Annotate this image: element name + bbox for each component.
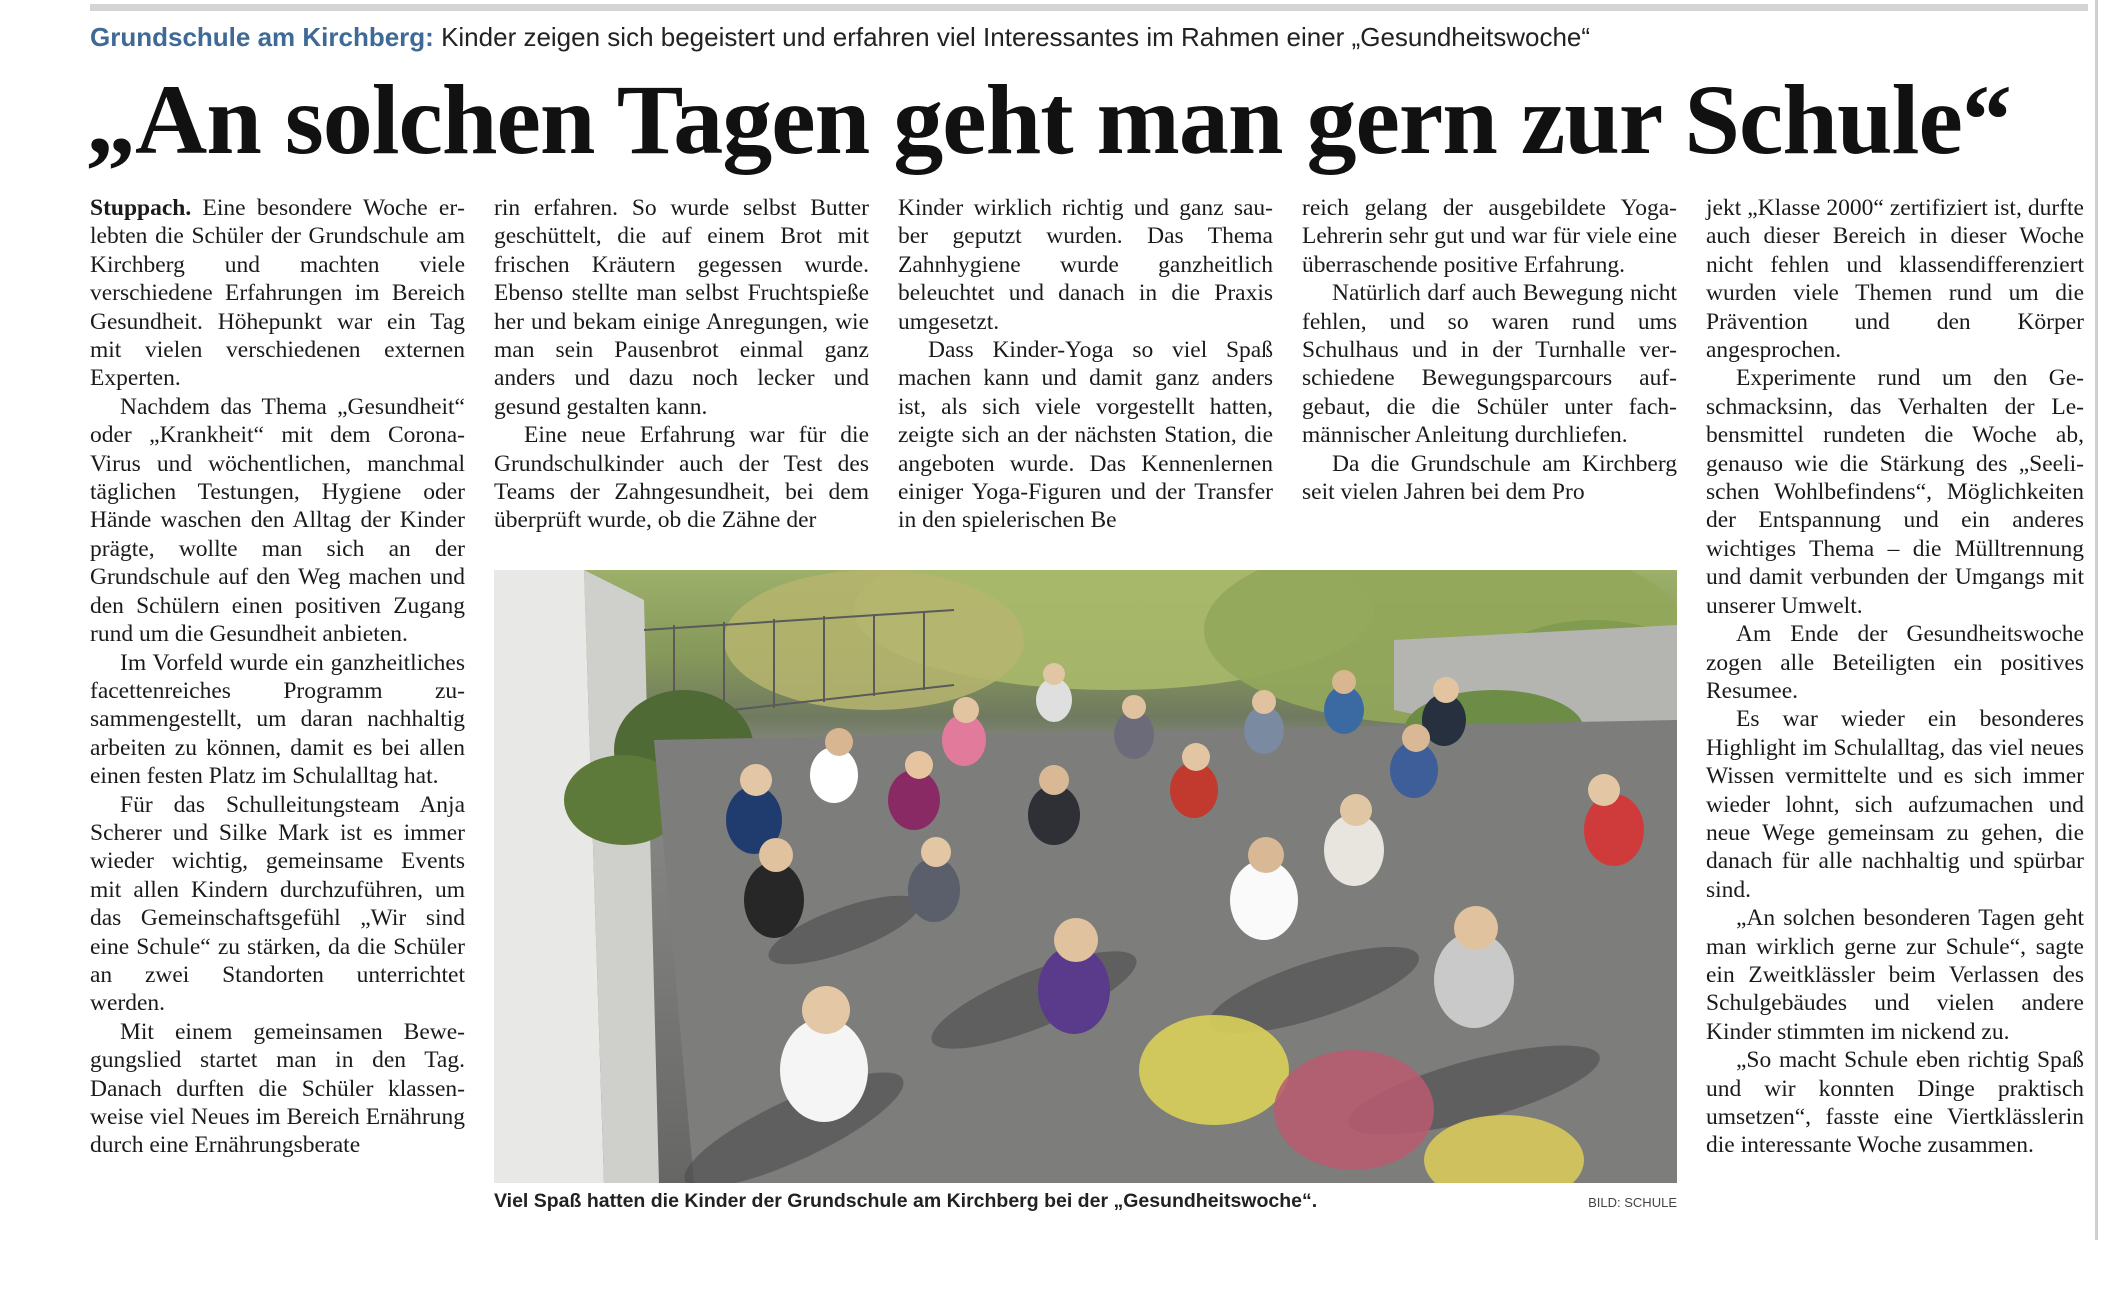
paragraph: Da die Grundschule am Kirchberg seit vielen Jahren bei dem Pro: [1302, 450, 1677, 506]
top-divider: [90, 4, 2088, 11]
paragraph: Experimente rund um den Geschmacksinn, das Verhalten der Lebensmittel rundeten die Woche ab, genauso wie die Stärkung des „Seelischen Wohlbefindens“, Möglichkeiten der Entspannung und ein anderes wichtiges Thema – die Mülltrennung und damit verbunden der Umgangs mit unserer Umwelt.: [1706, 365, 2084, 619]
paragraph: reich gelang der ausgebildete Yoga-Lehrerin sehr gut und war für viele eine überraschende positive Erfahrung.: [1302, 195, 1677, 278]
paragraph: jekt „Klasse 2000“ zertifiziert ist, durfte auch dieser Bereich in dieser Woche nicht fehlen und klassendifferenziert wurden viele Themen rund um die Prävention und den Körper angesprochen.: [1706, 195, 2084, 364]
article-column-4: [1302, 194, 1677, 506]
article-photo: [494, 570, 1677, 1183]
caption-text: Viel Spaß hatten die Kinder der Grundschule am Kirchberg bei der „Gesundheitswoche“.: [494, 1190, 1318, 1212]
paragraph: Am Ende der Gesundheitswoche zogen alle Beteiligten ein positives Resumee.: [1706, 621, 2084, 704]
paragraph: rin erfahren. So wurde selbst Butter geschüttelt, die auf einem Brot mit frischen Kräutern gegessen wurde. Ebenso stellte man selbst Fruchtspieße her und bekam einige Anregungen, wie man sein Pausenbrot einmal ganz anders und dazu noch lecker und gesund gestalten kann.: [494, 195, 869, 420]
kicker-line: [90, 22, 1590, 53]
paragraph: Kinder wirklich richtig und ganz sauber geputzt wurden. Das Thema Zahnhygiene wurde ganzheitlich beleuchtet und danach in die Praxis umgesetzt.: [898, 195, 1273, 335]
dateline: Stuppach.: [90, 195, 192, 221]
paragraph: Im Vorfeld wurde ein ganzheitliches facettenreiches Programm zusammengestellt, um daran nachhaltig arbeiten zu können, damit es bei allen einen festen Platz im Schulalltag hat.: [90, 649, 465, 790]
photo-caption: [494, 1190, 1677, 1220]
photo-credit: BILD: SCHULE: [1588, 1195, 1677, 1210]
paragraph: Dass Kinder-Yoga so viel Spaß machen kann und damit ganz anders ist, als sich viele vorgestellt hatten, zeigte sich an der nächsten Station, die angeboten wurde. Das Kennenlernen einiger Yoga-Figuren und der Transfer in den spielerischen Be: [898, 337, 1273, 534]
paragraph: Nachdem das Thema „Gesundheit“ oder „Krankheit“ mit dem Corona-Virus und wöchentlichen, manchmal täglichen Testungen, Hygiene oder Hände waschen den Alltag der Kinder prägte, wollte man sich an der Grundschule auf den Weg machen und den Schülern einen positiven Zugang rund um die Gesundheit anbieten.: [90, 393, 465, 648]
paragraph: Für das Schulleitungsteam Anja Scherer und Silke Mark ist es immer wieder wichtig, gemeinsame Events mit allen Kindern durchzuführen, um das Gemeinschaftsgefühl „Wir sind eine Schule“ zu stärken, da die Schüler an zwei Standorten unterrichtet werden.: [90, 791, 465, 1017]
paragraph: Eine neue Erfahrung war für die Grundschulkinder auch der Test des Teams der Zahngesundheit, bei dem überprüft wurde, ob die Zähne der: [494, 422, 869, 534]
paragraph: [90, 194, 465, 393]
paragraph: „An solchen besonderen Tagen geht man wirklich gerne zur Schule“, sagte ein Zweitklässler beim Verlassen des Schulgebäudes und vielen andere Kinder stimmten im nickend zu.: [1706, 905, 2084, 1045]
paragraph: Es war wieder ein besonderes Highlight im Schulalltag, das viel neues Wissen vermittelte und es sich immer wieder lohnt, sich aufzumachen und neue Wege gemeinsam zu gehen, die danach für alle nachhaltig und spürbar sind.: [1706, 706, 2084, 903]
headline: „An solchen Tagen geht man gern zur Schule“: [86, 64, 2011, 175]
kicker-label: Grundschule am Kirchberg:: [90, 22, 434, 52]
paragraph: Mit einem gemeinsamen Bewegungslied startet man in den Tag. Danach durften die Schüler klassenweise viel Neues im Bereich Ernährung durch eine Ernährungsberate: [90, 1018, 465, 1159]
paragraph-text: Eine besondere Woche erlebten die Schüler der Grundschule am Kirchberg und machten viele verschiedene Erfahrungen im Bereich Gesundheit. Höhepunkt war ein Tag mit vielen verschiedenen externen Experten.: [90, 195, 465, 392]
kicker-text: Kinder zeigen sich begeistert und erfahren viel Interessantes im Rahmen einer „Gesundheitswoche“: [433, 22, 1591, 52]
article-column-5: [1706, 194, 2084, 1160]
schoolyard-illustration: [494, 570, 1677, 1183]
article-column-3: [898, 194, 1273, 535]
article-column-1: [90, 194, 465, 1160]
paragraph: „So macht Schule eben richtig Spaß und wir konnten Dinge praktisch umsetzen“, fasste eine Viertklässlerin die interessante Woche zusammen.: [1706, 1047, 2084, 1159]
right-margin-rule: [2095, 0, 2098, 1240]
article-column-2: [494, 194, 869, 535]
paragraph: Natürlich darf auch Bewegung nicht fehlen, und so waren rund ums Schulhaus und in der Turnhalle verschiedene Bewegungsparcours aufgebaut, die die Schüler unter fachmännischer Anleitung durchliefen.: [1302, 280, 1677, 449]
